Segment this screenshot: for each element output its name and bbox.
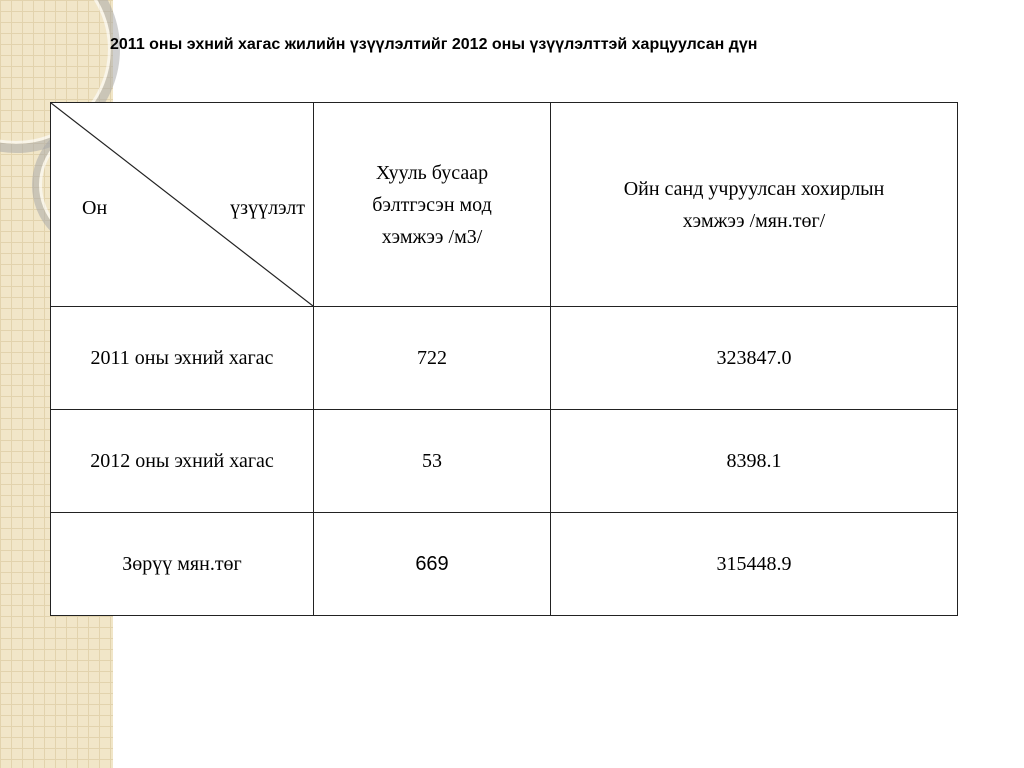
corner-header-cell [51, 103, 314, 307]
corner-label-indicator: үзүүлэлт [230, 197, 305, 219]
header-forest-damage [551, 103, 958, 307]
header-forest-damage-line2: хэмжээ /мян.төг/ [682, 209, 826, 232]
row-label-2011: 2011 оны эхний хагас [51, 307, 314, 410]
table-row-difference [51, 513, 958, 616]
slide-title: 2011 оны эхний хагас жилийн үзүүлэлтийг 2012 оны үзүүлэлттэй харцуулсан дүн [110, 36, 758, 53]
comparison-table [50, 102, 958, 616]
header-illegal-timber [314, 103, 551, 307]
cell-volume-2012: 53 [314, 410, 551, 513]
row-label-2012: 2012 оны эхний хагас [51, 410, 314, 513]
cell-damage-difference: 315448.9 [551, 513, 958, 616]
cell-volume-2011: 722 [314, 307, 551, 410]
cell-damage-2012: 8398.1 [551, 410, 958, 513]
header-illegal-timber-line2: бэлтгэсэн мод [372, 193, 492, 216]
table-row [51, 410, 958, 513]
corner-label-year: Он [82, 197, 108, 219]
cell-volume-difference: 669 [314, 513, 551, 616]
table-row [51, 307, 958, 410]
header-illegal-timber-line1: Хууль бусаар [375, 161, 489, 184]
table-header-row [51, 103, 958, 307]
header-illegal-timber-line3: хэмжээ /м3/ [381, 225, 483, 248]
cell-damage-2011: 323847.0 [551, 307, 958, 410]
header-forest-damage-line1: Ойн санд учруулсан хохирлын [623, 177, 885, 200]
row-label-difference: Зөрүү мян.төг [51, 513, 314, 616]
